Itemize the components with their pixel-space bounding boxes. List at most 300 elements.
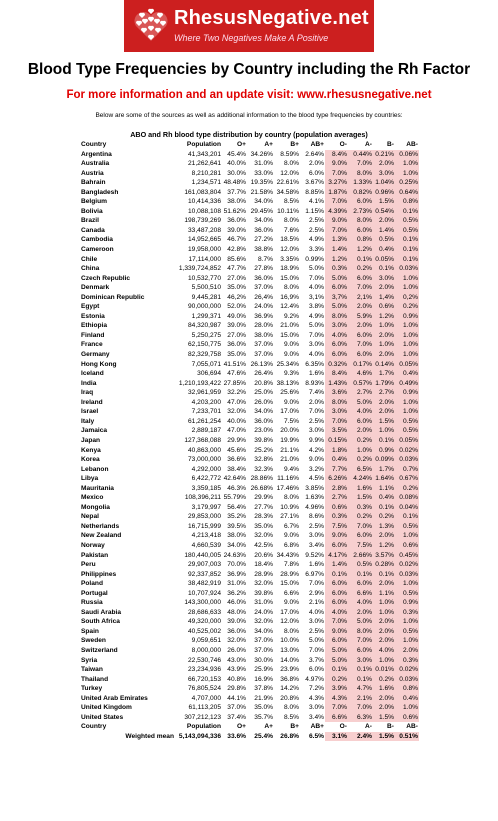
- percent-cell: 1.0%: [395, 398, 419, 408]
- table-row: [79, 522, 419, 532]
- percent-cell: 24.0%: [254, 303, 273, 311]
- percent-cell: 20.0%: [280, 427, 299, 435]
- percent-cell: 0.1%: [373, 503, 395, 513]
- percent-cell: 21.0%: [280, 322, 299, 330]
- percent-cell: 23.0%: [254, 427, 273, 435]
- percent-cell: 7.0%: [325, 197, 348, 207]
- percent-cell: 9.9%: [308, 436, 324, 444]
- percent-cell: 3.6%: [325, 388, 348, 398]
- percent-cell: 6.0%: [308, 169, 324, 177]
- population-cell: 1,210,193,422: [178, 379, 221, 387]
- percent-cell: 2.1%: [348, 694, 373, 704]
- percent-cell: 0.4%: [373, 245, 395, 255]
- table-row: [79, 484, 419, 494]
- percent-cell: 0.6%: [395, 713, 419, 723]
- population-cell: 108,396,211: [184, 494, 221, 502]
- percent-cell: 0.1%: [395, 207, 419, 217]
- percent-cell: 4.2%: [308, 446, 324, 454]
- country-cell: Belgium: [81, 198, 108, 206]
- percent-cell: 5.0%: [348, 398, 373, 408]
- population-cell: 90,000,000: [187, 303, 221, 311]
- percent-cell: 6.0%: [348, 197, 373, 207]
- population-cell: 307,212,123: [184, 713, 221, 721]
- country-cell: Pakistan: [81, 551, 109, 559]
- percent-cell: 9.52%: [305, 551, 324, 559]
- population-cell: 3,179,997: [191, 503, 221, 511]
- percent-cell: 0.6%: [325, 503, 348, 513]
- country-cell: Cambodia: [81, 236, 113, 244]
- percent-cell: 2.5%: [308, 627, 324, 635]
- country-cell: Sweden: [81, 637, 106, 645]
- percent-cell: 39.0%: [227, 226, 246, 234]
- percent-cell: 70.0%: [227, 561, 246, 569]
- percent-cell: 37.8%: [254, 685, 273, 693]
- percent-cell: 27.0%: [227, 274, 246, 282]
- percent-cell: 32.0%: [227, 637, 246, 645]
- percent-cell: 12.0%: [280, 246, 299, 254]
- table-row: [79, 503, 419, 513]
- population-cell: 23,234,936: [187, 666, 221, 674]
- country-cell: Bahrain: [81, 179, 106, 187]
- percent-cell: 0.7%: [395, 465, 419, 475]
- table-row: [79, 560, 419, 570]
- weighted-mean-row: [79, 732, 419, 742]
- country-cell: Mongolia: [81, 503, 110, 511]
- table-row: [79, 169, 419, 179]
- blood-type-table: [79, 140, 419, 741]
- percent-cell: 0.82%: [348, 188, 373, 198]
- percent-cell: 2.0%: [373, 703, 395, 713]
- percent-cell: 25.34%: [276, 360, 299, 368]
- column-header: AB+: [310, 141, 324, 148]
- table-row: [79, 675, 419, 685]
- column-header: O+: [237, 141, 246, 148]
- percent-cell: AB-: [406, 723, 418, 731]
- percent-cell: 4.3%: [308, 694, 324, 702]
- percent-cell: 24.63%: [223, 551, 246, 559]
- percent-cell: 9.3%: [283, 370, 299, 378]
- percent-cell: 0.54%: [373, 207, 395, 217]
- percent-cell: 9.0%: [325, 531, 348, 541]
- country-cell: South Africa: [81, 618, 120, 626]
- percent-cell: 1.0%: [395, 331, 419, 341]
- percent-cell: 2.0%: [348, 426, 373, 436]
- percent-cell: 8.4%: [325, 150, 348, 160]
- table-row: [79, 589, 419, 599]
- percent-cell: 0.9%: [395, 598, 419, 608]
- population-cell: 29,853,000: [187, 513, 221, 521]
- percent-cell: 7.7%: [325, 465, 348, 475]
- percent-cell: 4.97%: [305, 675, 324, 683]
- percent-cell: 25.4%: [254, 732, 273, 740]
- percent-cell: 25.0%: [254, 389, 273, 397]
- percent-cell: 3,7%: [325, 293, 348, 303]
- population-cell: 5,250,275: [191, 331, 221, 339]
- percent-cell: 0.14%: [373, 360, 395, 370]
- percent-cell: 4.0%: [308, 284, 324, 292]
- percent-cell: 7.0%: [348, 340, 373, 350]
- percent-cell: 7.6%: [283, 226, 299, 234]
- population-cell: 66,720,153: [187, 675, 221, 683]
- population-cell: 4,707,000: [191, 694, 221, 702]
- percent-cell: 1.0%: [348, 446, 373, 456]
- percent-cell: 0.1%: [348, 665, 373, 675]
- percent-cell: 0.1%: [395, 255, 419, 265]
- percent-cell: 0.15%: [325, 436, 348, 446]
- percent-cell: 2.66%: [348, 551, 373, 561]
- percent-cell: 12.0%: [280, 169, 299, 177]
- percent-cell: 0.3%: [395, 608, 419, 618]
- percent-cell: 33.6%: [227, 732, 246, 740]
- percent-cell: 17.46%: [276, 484, 299, 492]
- percent-cell: 9.0%: [283, 599, 299, 607]
- percent-cell: 27.2%: [254, 236, 273, 244]
- column-header: A-: [365, 141, 372, 148]
- percent-cell: 31.0%: [254, 599, 273, 607]
- percent-cell: 7.0%: [325, 417, 348, 427]
- percent-cell: 0.03%: [395, 455, 419, 465]
- percent-cell: 6.5%: [308, 732, 324, 740]
- table-row: [79, 331, 419, 341]
- percent-cell: 34.0%: [254, 408, 273, 416]
- table-row: [79, 398, 419, 408]
- population-cell: 28,686,633: [187, 608, 221, 616]
- percent-cell: 21.1%: [280, 446, 299, 454]
- percent-cell: 8.0%: [325, 398, 348, 408]
- percent-cell: 2.0%: [348, 302, 373, 312]
- percent-cell: 1.7%: [373, 369, 395, 379]
- percent-cell: B+: [290, 723, 299, 731]
- percent-cell: 34.26%: [250, 150, 273, 158]
- percent-cell: 0.2%: [373, 512, 395, 522]
- table-row: [79, 703, 419, 713]
- population-cell: 17,114,000: [188, 255, 221, 263]
- percent-cell: 5.0%: [325, 646, 348, 656]
- percent-cell: 55.79%: [223, 494, 246, 502]
- country-cell: Japan: [81, 436, 101, 444]
- percent-cell: 0.3%: [348, 503, 373, 513]
- country-cell: Norway: [81, 541, 105, 549]
- percent-cell: 1.43%: [325, 379, 348, 389]
- country-cell: Brazil: [81, 217, 99, 225]
- population-cell: 19,958,000: [187, 246, 221, 254]
- percent-cell: 2.0%: [373, 531, 395, 541]
- table-footer-row: [79, 722, 419, 732]
- percent-cell: 36.8%: [280, 675, 299, 683]
- percent-cell: A+: [264, 723, 273, 731]
- percent-cell: 1.87%: [325, 188, 348, 198]
- percent-cell: 7.0%: [308, 331, 324, 339]
- table-row: [79, 178, 419, 188]
- percent-cell: 8.0%: [283, 627, 299, 635]
- country-cell: France: [81, 341, 103, 349]
- table-row: [79, 245, 419, 255]
- percent-cell: 42.8%: [227, 246, 246, 254]
- percent-cell: 2.5%: [308, 217, 324, 225]
- percent-cell: 0.05%: [395, 360, 419, 370]
- percent-cell: 37.0%: [227, 704, 246, 712]
- percent-cell: 6.35%: [305, 360, 324, 368]
- percent-cell: 3.3%: [308, 246, 324, 254]
- country-cell: Hong Kong: [81, 360, 117, 368]
- percent-cell: 0.9%: [373, 446, 395, 456]
- percent-cell: 9.0%: [283, 341, 299, 349]
- percent-cell: 0.01%: [373, 665, 395, 675]
- table-row: [79, 379, 419, 389]
- percent-cell: 2.0%: [373, 617, 395, 627]
- percent-cell: 2.7%: [348, 388, 373, 398]
- percent-cell: 0.6%: [395, 541, 419, 551]
- percent-cell: 2.0%: [373, 350, 395, 360]
- table-row: [79, 465, 419, 475]
- table-row: [79, 598, 419, 608]
- percent-cell: 34.0%: [254, 198, 273, 206]
- percent-cell: 32.0%: [227, 408, 246, 416]
- percent-cell: 1.2%: [373, 541, 395, 551]
- table-title: ABO and Rh blood type distribution by country (population averages): [130, 130, 368, 139]
- percent-cell: 47.6%: [227, 370, 246, 378]
- table-row: [79, 713, 419, 723]
- percent-cell: 0.5%: [395, 426, 419, 436]
- percent-cell: 0.2%: [373, 675, 395, 685]
- percent-cell: 19.35%: [250, 179, 273, 187]
- country-cell: Finland: [81, 331, 105, 339]
- country-cell: Turkey: [81, 685, 103, 693]
- site-banner[interactable]: [124, 0, 374, 52]
- percent-cell: 6.0%: [325, 579, 348, 589]
- column-header: B+: [290, 141, 299, 148]
- percent-cell: 43.0%: [227, 656, 246, 664]
- percent-cell: 0.5%: [348, 560, 373, 570]
- percent-cell: 6.0%: [325, 589, 348, 599]
- percent-cell: 8.0%: [283, 160, 299, 168]
- percent-cell: 6.0%: [348, 331, 373, 341]
- percent-cell: 0.03%: [395, 264, 419, 274]
- population-cell: 62,150,775: [187, 341, 221, 349]
- population-cell: 4,213,418: [191, 532, 221, 540]
- percent-cell: 7.0%: [348, 636, 373, 646]
- percent-cell: 3.85%: [305, 484, 324, 492]
- percent-cell: 25.9%: [254, 666, 273, 674]
- country-cell: India: [81, 379, 97, 387]
- percent-cell: 2.0%: [373, 216, 395, 226]
- column-header: O-: [339, 141, 347, 148]
- percent-cell: 0.2%: [348, 264, 373, 274]
- percent-cell: 8.5%: [283, 713, 299, 721]
- table-row: [79, 608, 419, 618]
- percent-cell: 29.8%: [227, 685, 246, 693]
- percent-cell: B-: [387, 723, 394, 731]
- percent-cell: 46,2%: [227, 293, 246, 301]
- percent-cell: 1.5%: [373, 732, 395, 742]
- percent-cell: 29.45%: [250, 207, 273, 215]
- country-cell: Bangladesh: [81, 188, 119, 196]
- table-row: [79, 150, 419, 160]
- percent-cell: 7.0%: [325, 226, 348, 236]
- percent-cell: 1.3%: [373, 522, 395, 532]
- percent-cell: 7.0%: [348, 522, 373, 532]
- percent-cell: 0.9%: [395, 388, 419, 398]
- percent-cell: 10.9%: [280, 503, 299, 511]
- percent-cell: 1.0%: [373, 340, 395, 350]
- table-row: [79, 321, 419, 331]
- percent-cell: 9.0%: [325, 159, 348, 169]
- table-row: [79, 159, 419, 169]
- percent-cell: 30.0%: [227, 169, 246, 177]
- percent-cell: O-: [339, 723, 347, 731]
- percent-cell: 0.21%: [373, 150, 395, 160]
- population-cell: 21,262,641: [187, 160, 221, 168]
- column-header: A+: [264, 141, 273, 148]
- country-cell: Jamaica: [81, 427, 108, 435]
- percent-cell: 6.0%: [325, 636, 348, 646]
- population-cell: 61,113,205: [188, 704, 221, 712]
- table-row: [79, 216, 419, 226]
- percent-cell: 2.9%: [308, 589, 324, 597]
- percent-cell: 16,9%: [280, 293, 299, 301]
- country-cell: Australia: [81, 160, 110, 168]
- percent-cell: 22.61%: [276, 179, 299, 187]
- percent-cell: 32.8%: [254, 456, 273, 464]
- country-cell: Portugal: [81, 589, 108, 597]
- percent-cell: 8.0%: [283, 284, 299, 292]
- country-cell: Bolivia: [81, 207, 103, 215]
- country-cell: Iraq: [81, 389, 94, 397]
- percent-cell: 0.4%: [325, 455, 348, 465]
- percent-cell: 1.64%: [373, 474, 395, 484]
- percent-cell: 4.17%: [325, 551, 348, 561]
- percent-cell: 1.5%: [373, 197, 395, 207]
- percent-cell: 3.0%: [308, 704, 324, 712]
- population-cell: 198,739,269: [184, 217, 221, 225]
- percent-cell: 0.06%: [395, 150, 419, 160]
- percent-cell: 35.2%: [227, 513, 246, 521]
- population-cell: 73,000,000: [187, 456, 221, 464]
- country-cell: Dominican Republic: [81, 293, 145, 301]
- percent-cell: 4.0%: [373, 646, 395, 656]
- percent-cell: 46.0%: [227, 599, 246, 607]
- percent-cell: 26.0%: [254, 398, 273, 406]
- country-cell: Czech Republic: [81, 274, 131, 282]
- percent-cell: 1.4%: [325, 560, 348, 570]
- percent-cell: 1.0%: [395, 159, 419, 169]
- percent-cell: 7.0%: [308, 408, 324, 416]
- percent-cell: 0.44%: [348, 150, 373, 160]
- table-row: [79, 407, 419, 417]
- percent-cell: 23.9%: [280, 666, 299, 674]
- table-row: [79, 570, 419, 580]
- percent-cell: 5.9%: [348, 312, 373, 322]
- percent-cell: 0.51%: [395, 732, 419, 742]
- population-cell: 84,320,987: [187, 322, 221, 330]
- percent-cell: 36.0%: [254, 417, 273, 425]
- table-row: [79, 617, 419, 627]
- percent-cell: 2.5%: [308, 226, 324, 234]
- percent-cell: 0.45%: [395, 551, 419, 561]
- percent-cell: 2,1%: [348, 293, 373, 303]
- percent-cell: 1.33%: [348, 178, 373, 188]
- table-row: [79, 493, 419, 503]
- percent-cell: 14.0%: [280, 656, 299, 664]
- percent-cell: 6.6%: [348, 589, 373, 599]
- percent-cell: 5.0%: [308, 265, 324, 273]
- percent-cell: 12.4%: [280, 303, 299, 311]
- country-cell: Canada: [81, 226, 105, 234]
- percent-cell: 1.2%: [373, 312, 395, 322]
- percent-cell: 7.2%: [308, 685, 324, 693]
- country-cell: Austria: [81, 169, 104, 177]
- country-cell: Philippines: [81, 570, 117, 578]
- percent-cell: 7.0%: [325, 617, 348, 627]
- table-row: [79, 197, 419, 207]
- percent-cell: 0.5%: [395, 417, 419, 427]
- table-row: [79, 264, 419, 274]
- percent-cell: 2.64%: [305, 150, 324, 158]
- percent-cell: 28.9%: [254, 570, 273, 578]
- percent-cell: 41.51%: [223, 360, 246, 368]
- percent-cell: 1.0%: [395, 531, 419, 541]
- percent-cell: 1.5%: [373, 713, 395, 723]
- table-row: [79, 350, 419, 360]
- table-row: [79, 274, 419, 284]
- percent-cell: 2.5%: [308, 522, 324, 530]
- percent-cell: 7.0%: [348, 283, 373, 293]
- percent-cell: 2.0%: [373, 627, 395, 637]
- percent-cell: 8.93%: [305, 379, 324, 387]
- population-cell: 1,339,724,852: [178, 265, 221, 273]
- country-cell: China: [81, 265, 100, 273]
- percent-cell: 38.0%: [254, 331, 273, 339]
- country-cell: Peru: [81, 561, 96, 569]
- percent-cell: 0.8%: [395, 197, 419, 207]
- percent-cell: 9.0%: [283, 532, 299, 540]
- percent-cell: 14.2%: [280, 685, 299, 693]
- site-name: RhesusNegative.net: [174, 7, 369, 29]
- population-cell: 5,143,094,336: [178, 732, 221, 740]
- population-cell: 33,487,208: [187, 226, 221, 234]
- population-cell: 40,863,000: [187, 446, 221, 454]
- percent-cell: 1.6%: [373, 684, 395, 694]
- population-cell: 5,500,510: [191, 284, 221, 292]
- percent-cell: 4.1%: [308, 198, 324, 206]
- percent-cell: 6.97%: [305, 570, 324, 578]
- percent-cell: 7.8%: [283, 561, 299, 569]
- country-cell: Mexico: [81, 494, 104, 502]
- column-header: Country: [81, 141, 107, 148]
- visit-link[interactable]: For more information and an update visit: www.rhesusnegative.net: [66, 89, 432, 101]
- percent-cell: 0.28%: [373, 560, 395, 570]
- country-cell: Lebanon: [81, 465, 109, 473]
- country-cell: Italy: [81, 417, 95, 425]
- percent-cell: 9.2%: [283, 312, 299, 320]
- percent-cell: 2.0%: [373, 398, 395, 408]
- percent-cell: 7.5%: [325, 522, 348, 532]
- population-cell: 9,059,651: [191, 637, 221, 645]
- percent-cell: 1.0%: [373, 321, 395, 331]
- percent-cell: 3.7%: [308, 656, 324, 664]
- percent-cell: 36.9%: [254, 312, 273, 320]
- percent-cell: 39.5%: [227, 522, 246, 530]
- country-cell: Thailand: [81, 675, 109, 683]
- percent-cell: 10.0%: [280, 637, 299, 645]
- percent-cell: 24.0%: [254, 608, 273, 616]
- percent-cell: 0.5%: [373, 235, 395, 245]
- percent-cell: 18.9%: [280, 265, 299, 273]
- percent-cell: 0.5%: [395, 226, 419, 236]
- percent-cell: 1.1%: [373, 484, 395, 494]
- percent-cell: 26,4%: [254, 293, 273, 301]
- percent-cell: 44.1%: [227, 694, 246, 702]
